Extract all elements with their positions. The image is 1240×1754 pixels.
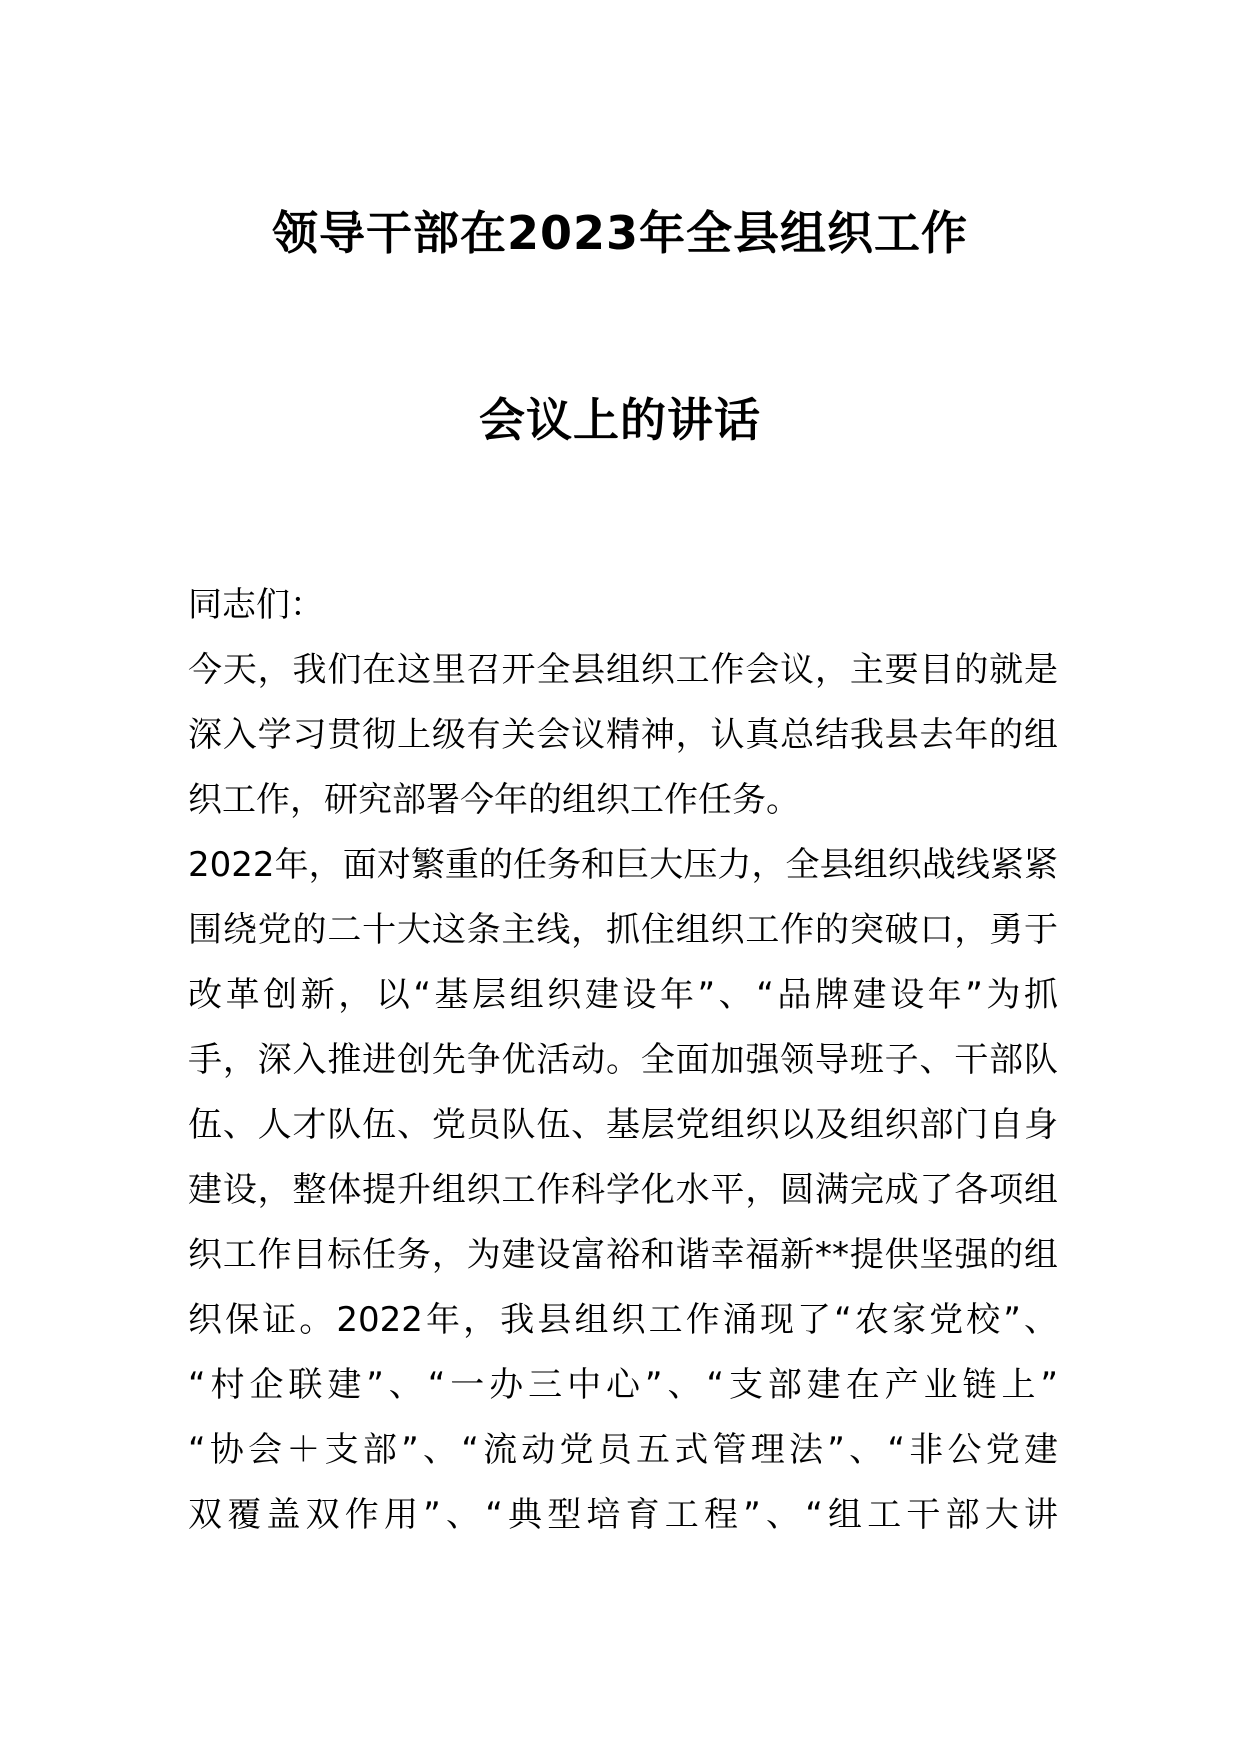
- salutation-line: 同志们：: [188, 585, 324, 625]
- body-line: 改革创新，以“基层组织建设年”、“品牌建设年”为抓: [188, 975, 1058, 1015]
- document-title-line-1: 领导干部在2023年全县组织工作: [271, 206, 969, 260]
- body-line: 围绕党的二十大这条主线，抓住组织工作的突破口，勇于: [188, 910, 1058, 950]
- body-line: 双覆盖双作用”、“典型培育工程”、“组工干部大讲: [188, 1495, 1058, 1535]
- body-line: 建设，整体提升组织工作科学化水平，圆满完成了各项组: [188, 1170, 1058, 1210]
- body-line: 织工作目标任务，为建设富裕和谐幸福新**提供坚强的组: [188, 1235, 1058, 1275]
- body-line: “村企联建”、“一办三中心”、“支部建在产业链上”: [188, 1365, 1058, 1405]
- document-body: [188, 573, 1058, 1548]
- body-line: 今天，我们在这里召开全县组织工作会议，主要目的就是: [188, 650, 1058, 690]
- body-line: 深入学习贯彻上级有关会议精神，认真总结我县去年的组: [188, 715, 1058, 755]
- body-line: 伍、人才队伍、党员队伍、基层党组织以及组织部门自身: [188, 1105, 1058, 1145]
- body-line: “协会＋支部”、“流动党员五式管理法”、“非公党建: [188, 1430, 1058, 1470]
- document-title-line-2: 会议上的讲话: [479, 393, 761, 447]
- body-line: 2022年，面对繁重的任务和巨大压力，全县组织战线紧紧: [188, 845, 1058, 885]
- body-line: 手，深入推进创先争优活动。全面加强领导班子、干部队: [188, 1040, 1058, 1080]
- body-line: 织工作，研究部署今年的组织工作任务。: [188, 780, 800, 820]
- body-line: 织保证。2022年，我县组织工作涌现了“农家党校”、: [188, 1300, 1058, 1340]
